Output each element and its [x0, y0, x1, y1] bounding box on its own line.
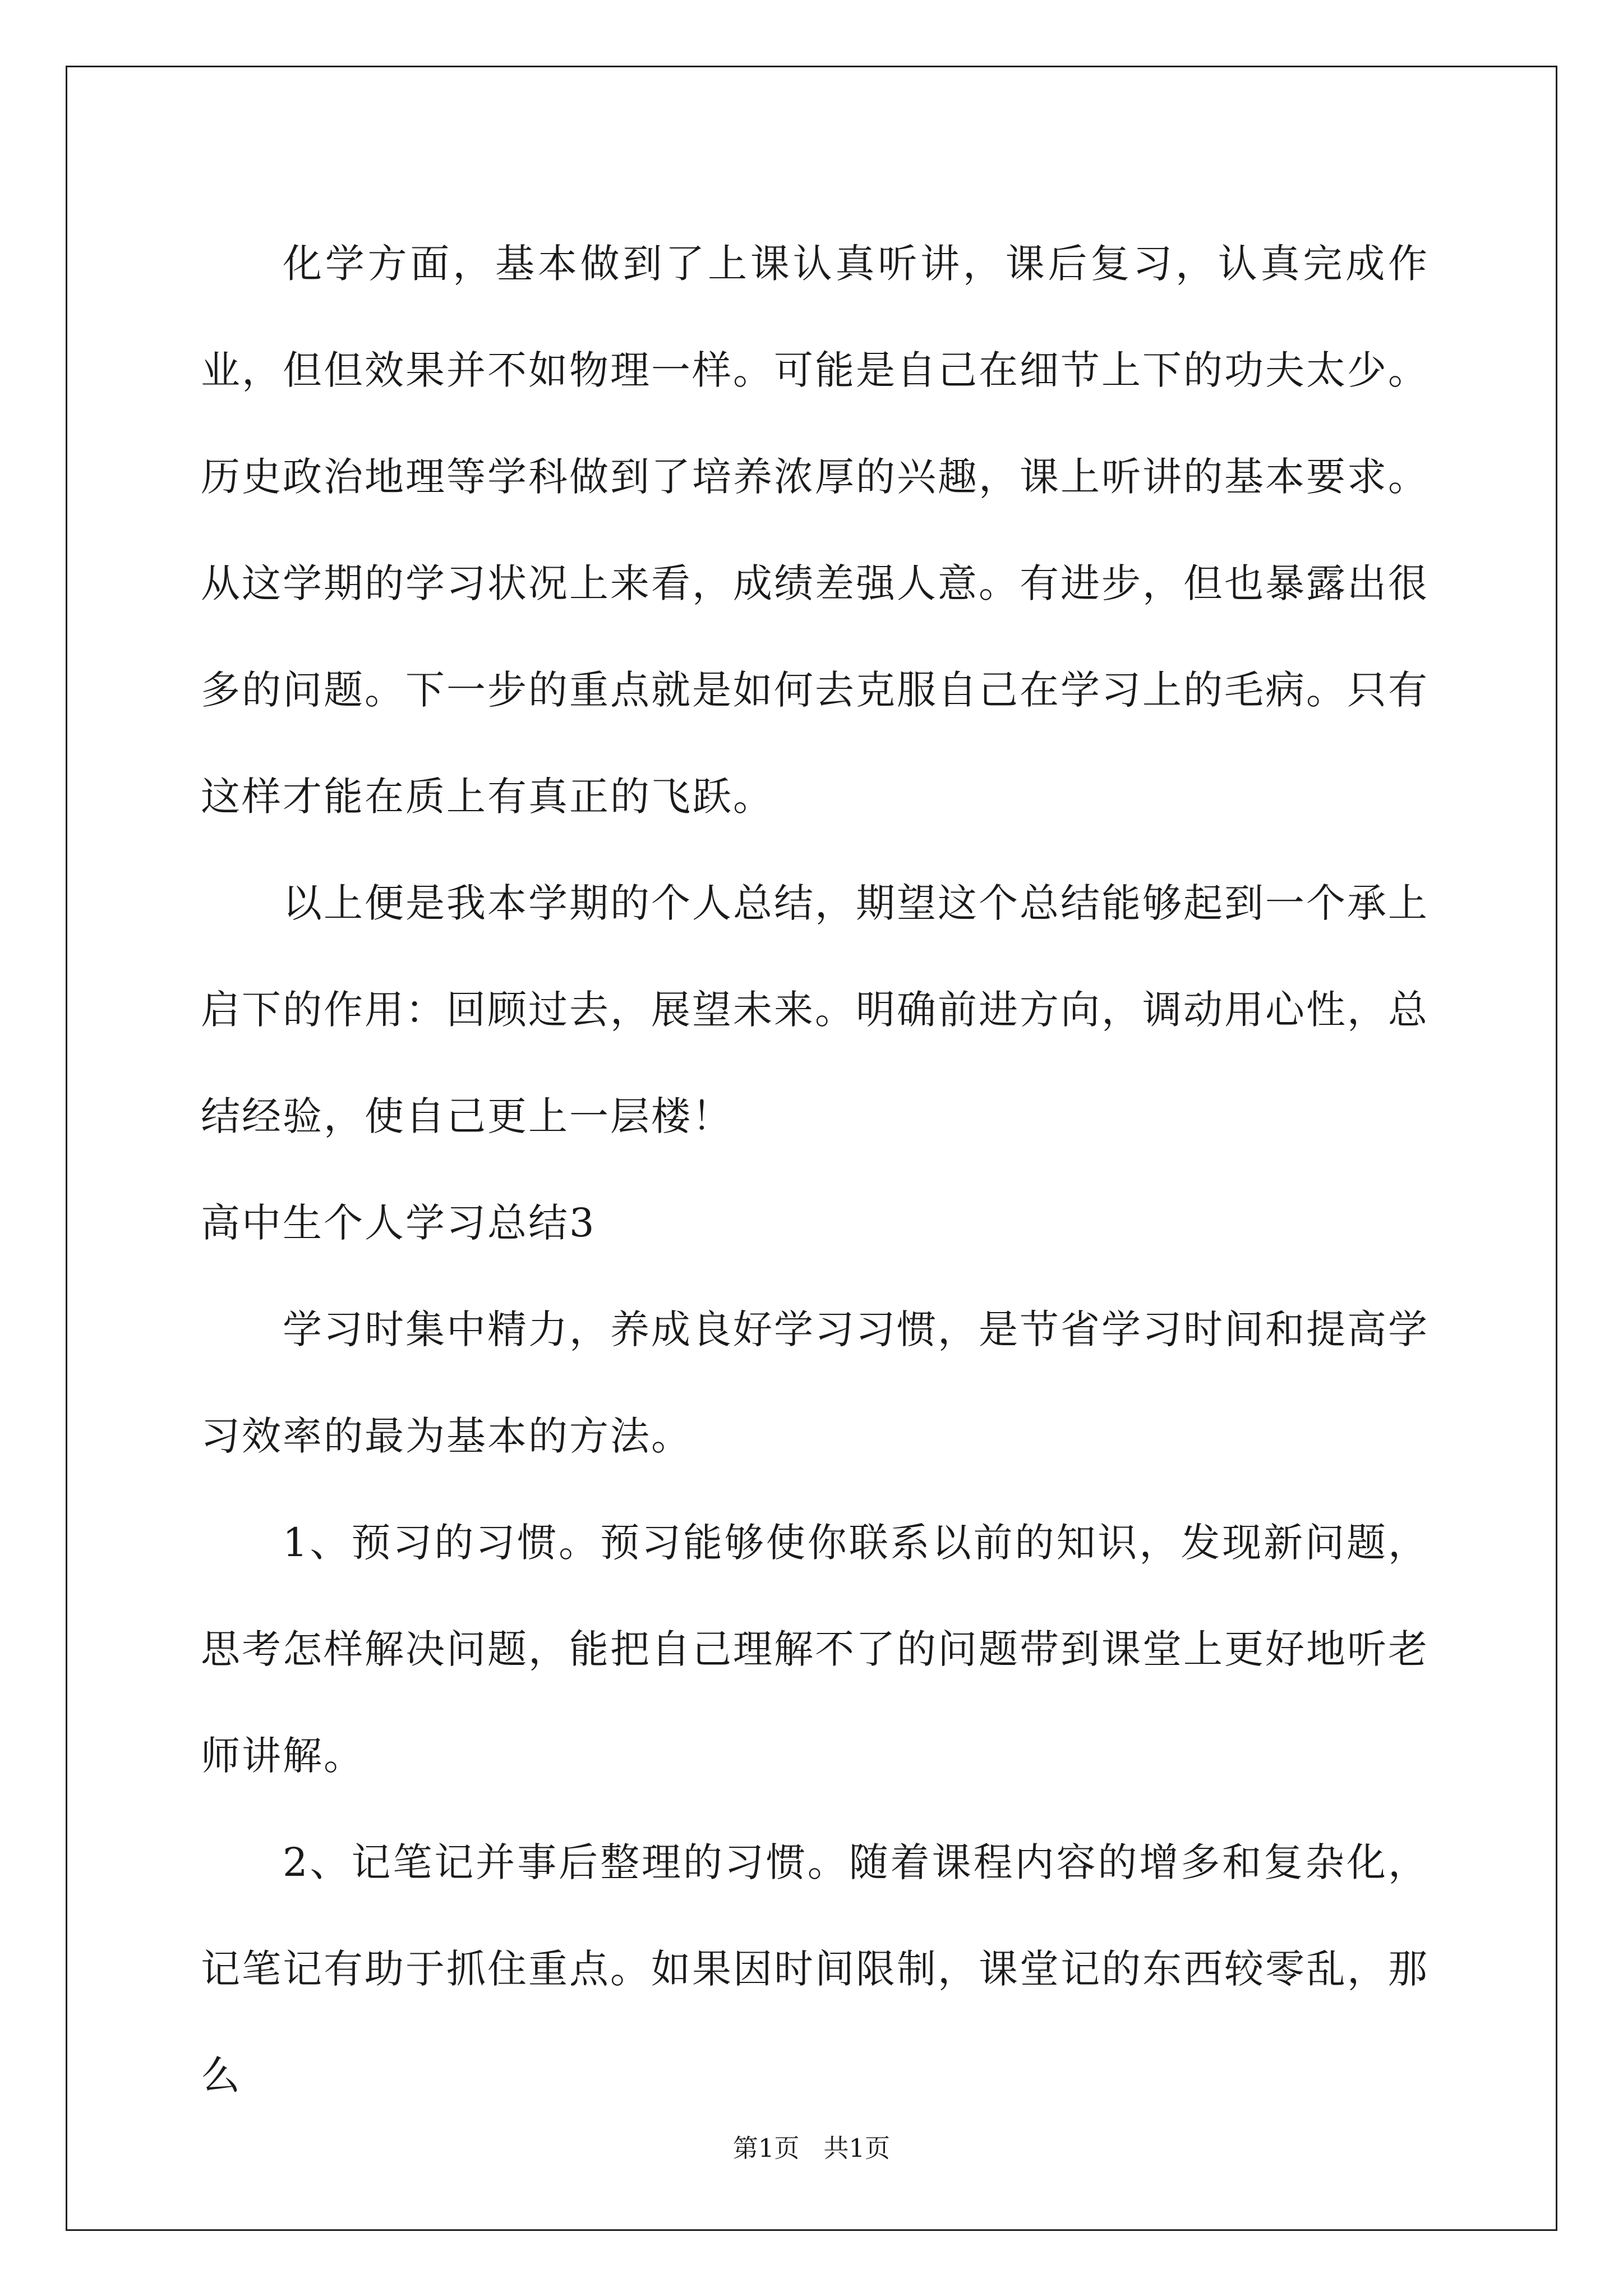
page-number: 第1页: [732, 2133, 800, 2163]
paragraph-item-1: 1、预习的习惯。预习能够使你联系以前的知识，发现新问题，思考怎样解决问题，能把自己理解不了的问题带到课堂上更好地听老师讲解。: [201, 1520, 1429, 1779]
page-total: 共1页: [823, 2133, 891, 2163]
document-body: [201, 210, 1429, 2129]
paragraph-intro: 学习时集中精力，养成良好学习习惯，是节省学习时间和提高学习效率的最为基本的方法。: [201, 1306, 1429, 1459]
paragraph-item-2: 2、记笔记并事后整理的习惯。随着课程内容的增多和复杂化，记笔记有助于抓住重点。如果因时间限制，课堂记的东西较零乱，那么: [201, 1839, 1429, 2099]
paragraph-summary: 以上便是我本学期的个人总结，期望这个总结能够起到一个承上启下的作用：回顾过去，展望未来。明确前进方向，调动用心性，总结经验，使自己更上一层楼！: [201, 880, 1429, 1139]
page-footer: [0, 2132, 1623, 2165]
paragraph-chemistry: 化学方面，基本做到了上课认真听讲，课后复习，认真完成作业，但但效果并不如物理一样。可能是自己在细节上下的功夫太少。历史政治地理等学科做到了培养浓厚的兴趣，课上听讲的基本要求。从这学期的学习状况上来看，成绩差强人意。有进步，但也暴露出很多的问题。下一步的重点就是如何去克服自己在学习上的毛病。只有这样才能在质上有真正的飞跃。: [201, 241, 1429, 820]
section-heading: 高中生个人学习总结3: [201, 1200, 596, 1246]
